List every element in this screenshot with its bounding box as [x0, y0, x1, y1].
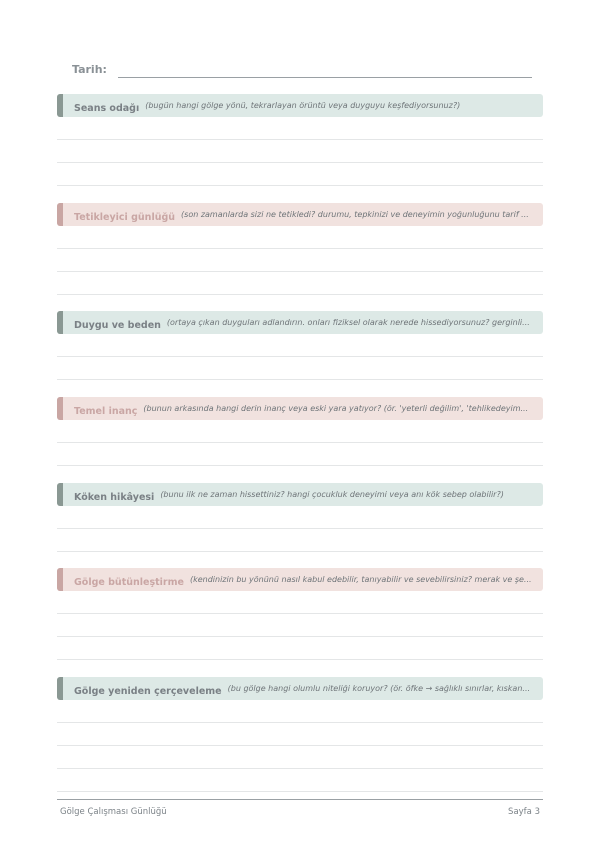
writing-line[interactable] [57, 163, 543, 186]
writing-line[interactable] [57, 334, 543, 357]
date-row [72, 62, 532, 80]
footer-title: Gölge Çalışması Günlüğü [60, 807, 167, 817]
writing-line[interactable] [57, 506, 543, 529]
section-title: Gölge yeniden çerçeveleme [74, 686, 222, 697]
section-header [57, 483, 543, 506]
section-shadow-reframe [57, 677, 543, 792]
writing-line[interactable] [57, 591, 543, 614]
section-title: Gölge bütünleştirme [74, 577, 184, 588]
section-title: Temel inanç [74, 406, 138, 417]
writing-line[interactable] [57, 723, 543, 746]
writing-line[interactable] [57, 140, 543, 163]
writing-line[interactable] [57, 249, 543, 272]
writing-lines[interactable] [57, 420, 543, 466]
section-title: Duygu ve beden [74, 320, 161, 331]
writing-line[interactable] [57, 420, 543, 443]
section-header [57, 568, 543, 591]
section-core-belief [57, 397, 543, 466]
writing-line[interactable] [57, 637, 543, 660]
section-session-focus [57, 94, 543, 186]
section-prompt: (kendinizin bu yönünü nasıl kabul edebilir, tanıyabilir ve sevebilirsiniz? merak ve şe... [189, 575, 532, 584]
section-title: Köken hikâyesi [74, 492, 155, 503]
section-header [57, 397, 543, 420]
writing-line[interactable] [57, 614, 543, 637]
writing-lines[interactable] [57, 506, 543, 552]
section-prompt: (son zamanlarda sizi ne tetikledi? durumu, tepkinizi ve deneyimin yoğunluğunu tarif ... [181, 210, 529, 219]
writing-line[interactable] [57, 272, 543, 295]
section-prompt: (bu gölge hangi olumlu niteliği koruyor? (ör. öfke → sağlıklı sınırlar, kıskan... [227, 684, 531, 693]
writing-line[interactable] [57, 746, 543, 769]
writing-line[interactable] [57, 117, 543, 140]
page-number: Sayfa 3 [508, 807, 540, 817]
section-trigger-log [57, 203, 543, 295]
writing-lines[interactable] [57, 591, 543, 660]
date-input-line[interactable] [118, 77, 532, 78]
section-prompt: (bunu ilk ne zaman hissettiniz? hangi çocukluk deneyimi veya anı kök sebep olabilir?) [160, 490, 504, 499]
section-header [57, 203, 543, 226]
section-emotion-body [57, 311, 543, 380]
writing-lines[interactable] [57, 117, 543, 186]
section-header [57, 677, 543, 700]
section-origin-story [57, 483, 543, 552]
section-header [57, 94, 543, 117]
writing-line[interactable] [57, 226, 543, 249]
writing-line[interactable] [57, 529, 543, 552]
writing-line[interactable] [57, 443, 543, 466]
section-prompt: (bugün hangi gölge yönü, tekrarlayan örüntü veya duyguyu keşfediyorsunuz?) [145, 101, 461, 110]
section-shadow-integration [57, 568, 543, 660]
section-title: Seans odağı [74, 103, 140, 114]
section-prompt: (ortaya çıkan duyguları adlandırın. onları fiziksel olarak nerede hissediyorsunuz? gerginli... [166, 318, 530, 327]
writing-lines[interactable] [57, 700, 543, 792]
writing-line[interactable] [57, 357, 543, 380]
section-header [57, 311, 543, 334]
date-label: Tarih: [72, 63, 107, 76]
writing-line[interactable] [57, 700, 543, 723]
section-prompt: (bunun arkasında hangi derin inanç veya eski yara yatıyor? (ör. 'yeterli değilim', 'tehlikedeyim... [143, 404, 529, 413]
writing-line[interactable] [57, 769, 543, 792]
writing-lines[interactable] [57, 334, 543, 380]
section-title: Tetikleyici günlüğü [74, 212, 176, 223]
writing-lines[interactable] [57, 226, 543, 295]
footer-divider [57, 799, 543, 800]
